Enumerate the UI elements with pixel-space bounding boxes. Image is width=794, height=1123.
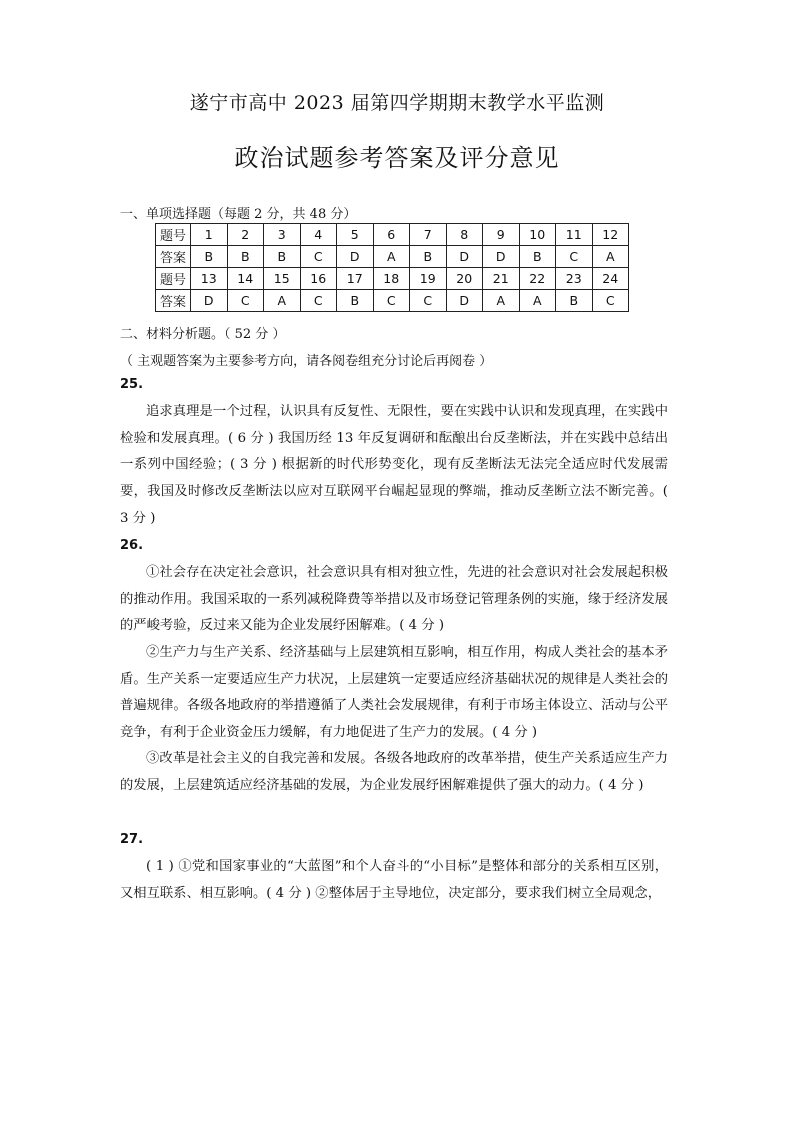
answer-cell: A <box>373 246 410 268</box>
section1-heading: 一、单项选择题（每题 2 分，共 48 分） <box>120 207 357 222</box>
section2-note: （ 主观题答案为主要参考方向，请各阅卷组充分讨论后再阅卷 ） <box>120 354 493 369</box>
question-number-cell: 5 <box>337 224 374 246</box>
question-number-cell: 23 <box>556 268 593 290</box>
answer-cell: D <box>337 246 374 268</box>
question-26-point-2: ②生产力与生产关系、经济基础与上层建筑相互影响，相互作用，构成人类社会的基本矛盾。生产关系一定要适应生产力状况，上层建筑一定要适应经济基础状况的规律是人类社会的普遍规律。各级各地政府的举措遵循了人类社会发展规律，有利于市场主体设立、活动与公平竞争，有利于企业资金压力缓解，有力地促进了生产力的发展。( 4 分 ) <box>120 645 668 741</box>
answer-table <box>155 223 629 312</box>
question-26-point-1: ①社会存在决定社会意识，社会意识具有相对独立性，先进的社会意识对社会发展起积极的推动作用。我国采取的一系列减税降费等举措以及市场登记管理条例的实施，缘于经济发展的严峻考验，反过来又能为企业发展纾困解难。( 4 分 ) <box>120 565 668 634</box>
answer-cell: A <box>264 290 301 312</box>
document-subtitle: 政治试题参考答案及评分意见 <box>234 144 560 172</box>
question-25-answer: 追求真理是一个过程，认识具有反复性、无限性，要在实践中认识和发现真理，在实践中检验和发展真理。( 6 分 ) 我国历经 13 年反复调研和酝酿出台反垄断法，并在实践中总结出一系列中国经验；( 3 分 ) 根据新的时代形势变化，现有反垄断法无法完全适应时代发展需要，我国及时修改反垄断法以应对互联网平台崛起显现的弊端，推动反垄断立法不断完善。( 3 分 ) <box>120 404 668 526</box>
row-label-number: 题号 <box>156 224 191 246</box>
answer-cell: A <box>592 246 629 268</box>
question-number-cell: 20 <box>446 268 483 290</box>
answer-cell: C <box>227 290 264 312</box>
answer-cell: B <box>410 246 447 268</box>
question-number-cell: 2 <box>227 224 264 246</box>
question-number-cell: 17 <box>337 268 374 290</box>
question-number-cell: 1 <box>191 224 228 246</box>
question-number-cell: 9 <box>483 224 520 246</box>
question-number-cell: 6 <box>373 224 410 246</box>
question-25-number: 25. <box>120 377 144 392</box>
answer-cell: B <box>227 246 264 268</box>
question-number-cell: 4 <box>300 224 337 246</box>
question-number-cell: 15 <box>264 268 301 290</box>
question-number-cell: 3 <box>264 224 301 246</box>
question-number-row <box>156 224 629 246</box>
question-27-number: 27. <box>120 832 144 847</box>
document-title: 遂宁市高中 2023 届第四学期期末教学水平监测 <box>189 92 605 114</box>
answer-cell: C <box>592 290 629 312</box>
question-number-cell: 13 <box>191 268 228 290</box>
answer-cell: B <box>556 290 593 312</box>
answer-cell: A <box>483 290 520 312</box>
row-label-number: 题号 <box>156 268 191 290</box>
question-26-point-3: ③改革是社会主义的自我完善和发展。各级各地政府的改革举措，使生产关系适应生产力的发展，上层建筑适应经济基础的发展，为企业发展纾困解难提供了强大的动力。( 4 分 ) <box>120 751 668 793</box>
question-number-row <box>156 268 629 290</box>
question-number-cell: 18 <box>373 268 410 290</box>
answer-cell: B <box>264 246 301 268</box>
question-number-cell: 24 <box>592 268 629 290</box>
question-number-cell: 14 <box>227 268 264 290</box>
answer-cell: D <box>446 246 483 268</box>
question-number-cell: 12 <box>592 224 629 246</box>
question-number-cell: 10 <box>519 224 556 246</box>
answer-row <box>156 290 629 312</box>
answer-cell: D <box>191 290 228 312</box>
answer-row <box>156 246 629 268</box>
answer-cell: B <box>191 246 228 268</box>
section2-heading: 二、材料分析题。（ 52 分 ） <box>120 327 286 342</box>
question-number-cell: 22 <box>519 268 556 290</box>
question-number-cell: 16 <box>300 268 337 290</box>
question-26-number: 26. <box>120 538 144 553</box>
answer-cell: B <box>519 246 556 268</box>
answer-cell: C <box>410 290 447 312</box>
row-label-answer: 答案 <box>156 246 191 268</box>
question-number-cell: 11 <box>556 224 593 246</box>
question-27-part-1: ( 1 ) ①党和国家事业的“大蓝图”和个人奋斗的“小目标”是整体和部分的关系相互区别，又相互联系、相互影响。( 4 分 ) ②整体居于主导地位，决定部分，要求我们树立全局观念， <box>120 859 668 901</box>
answer-cell: C <box>556 246 593 268</box>
answer-cell: A <box>519 290 556 312</box>
row-label-answer: 答案 <box>156 290 191 312</box>
question-number-cell: 19 <box>410 268 447 290</box>
answer-cell: D <box>483 246 520 268</box>
question-number-cell: 21 <box>483 268 520 290</box>
answer-cell: B <box>337 290 374 312</box>
answer-cell: C <box>373 290 410 312</box>
question-number-cell: 8 <box>446 224 483 246</box>
answer-cell: C <box>300 246 337 268</box>
answer-cell: C <box>300 290 337 312</box>
question-number-cell: 7 <box>410 224 447 246</box>
answer-cell: D <box>446 290 483 312</box>
